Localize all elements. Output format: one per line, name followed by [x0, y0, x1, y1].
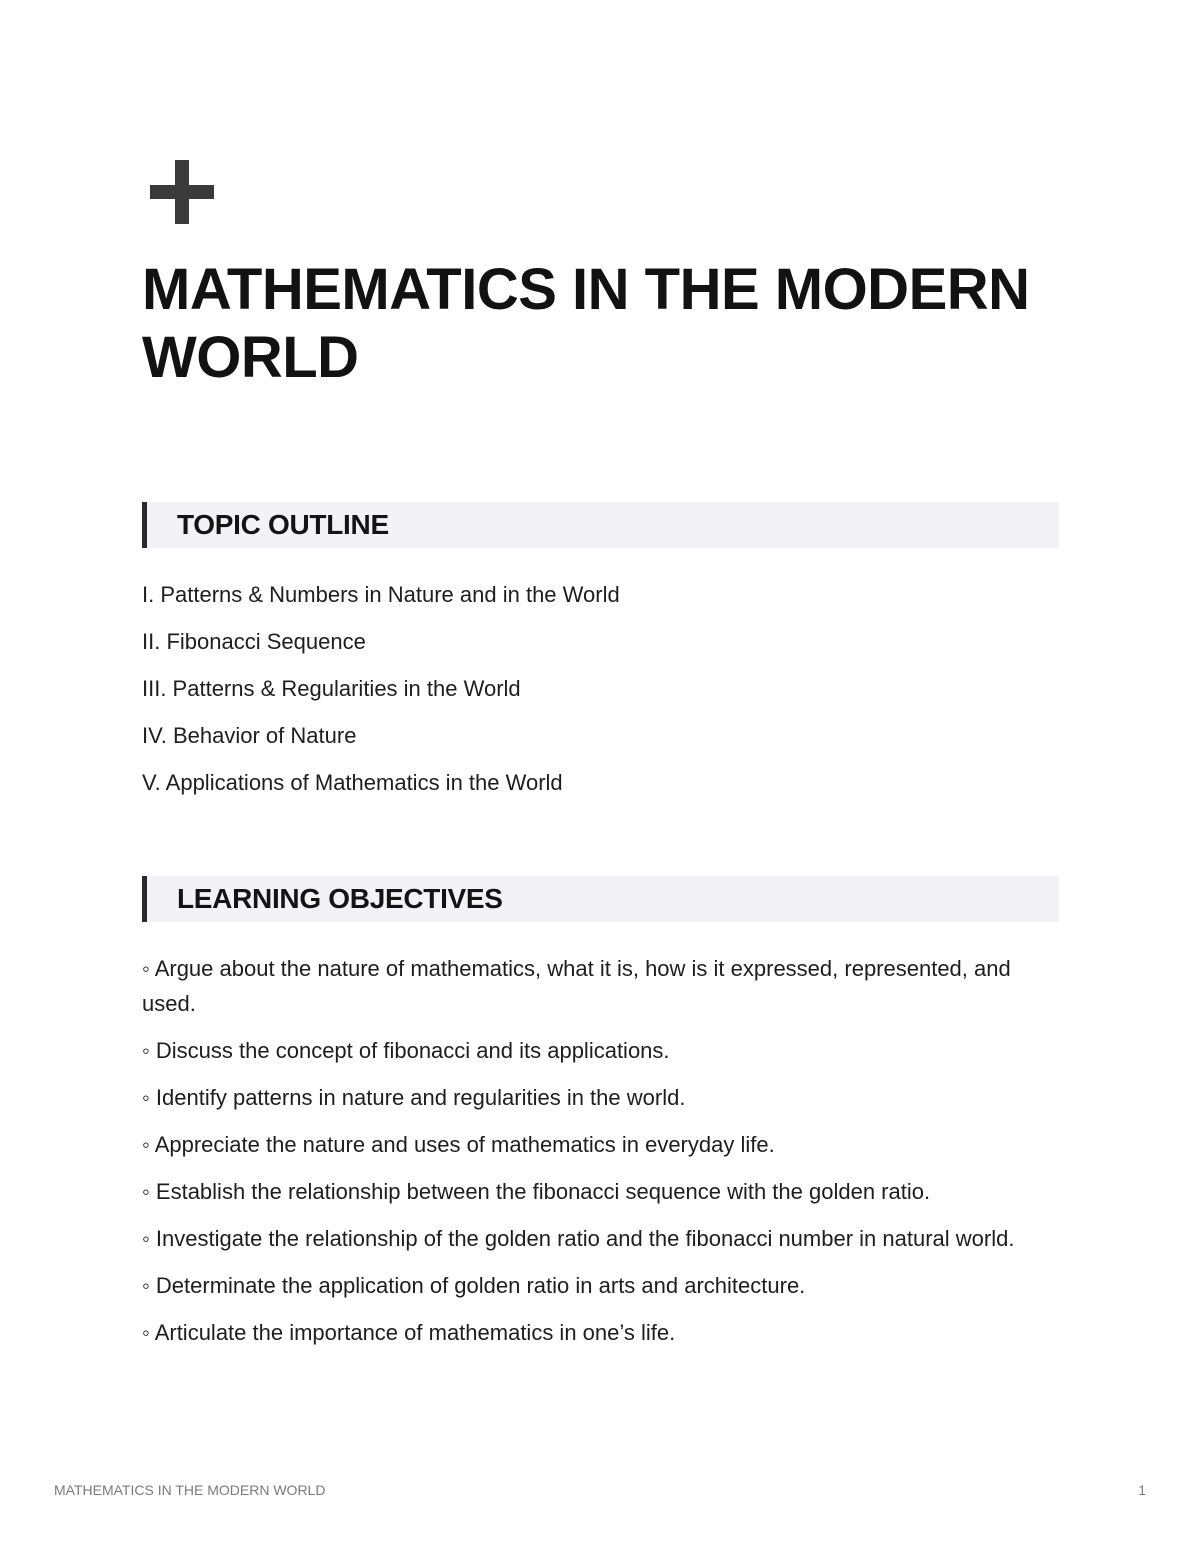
learning-objectives-header [142, 876, 1059, 922]
outline-item: V. Applications of Mathematics in the World [142, 770, 563, 795]
objective-item: ◦ Investigate the relationship of the golden ratio and the fibonacci number in natural world. [142, 1226, 1015, 1251]
footer-running-title: MATHEMATICS IN THE MODERN WORLD [54, 1482, 326, 1498]
document-title: MATHEMATICS IN THE MODERN WORLD [142, 257, 1030, 390]
outline-item: III. Patterns & Regularities in the World [142, 676, 521, 701]
footer-page-number: 1 [1138, 1482, 1146, 1498]
plus-icon [150, 160, 214, 224]
objective-item: ◦ Appreciate the nature and uses of mathematics in everyday life. [142, 1132, 775, 1157]
topic-outline-heading: TOPIC OUTLINE [177, 509, 389, 540]
objective-item: ◦ Argue about the nature of mathematics, what it is, how is it expressed, represented, and used. [142, 956, 1011, 1016]
topic-outline-header [142, 502, 1059, 548]
learning-objectives-heading: LEARNING OBJECTIVES [177, 883, 503, 914]
topic-outline-list [142, 576, 1059, 811]
objective-item: ◦ Discuss the concept of fibonacci and its applications. [142, 1038, 670, 1063]
outline-item: I. Patterns & Numbers in Nature and in the World [142, 582, 620, 607]
objective-item: ◦ Determinate the application of golden ratio in arts and architecture. [142, 1273, 806, 1298]
objective-item: ◦ Identify patterns in nature and regularities in the world. [142, 1085, 686, 1110]
learning-objectives-list [142, 951, 1022, 1362]
outline-item: II. Fibonacci Sequence [142, 629, 366, 654]
outline-item: IV. Behavior of Nature [142, 723, 357, 748]
objective-item: ◦ Articulate the importance of mathematics in one’s life. [142, 1320, 676, 1345]
objective-item: ◦ Establish the relationship between the fibonacci sequence with the golden ratio. [142, 1179, 931, 1204]
